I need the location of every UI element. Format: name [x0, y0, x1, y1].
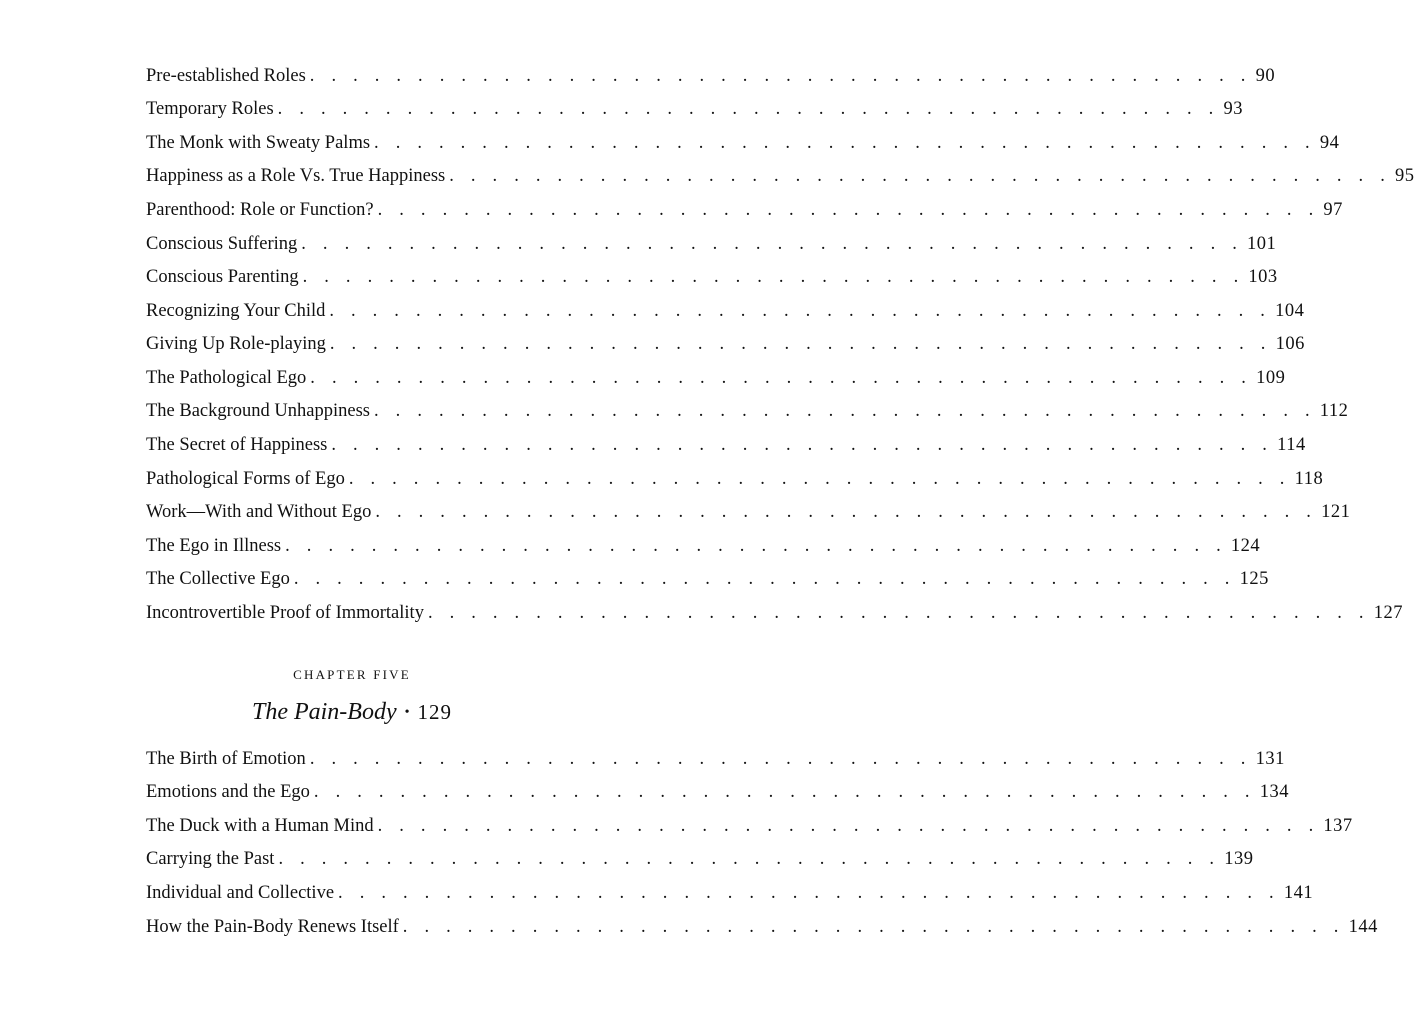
bullet-separator: • [404, 705, 410, 721]
toc-entry [146, 809, 1353, 843]
chapter-title: The Pain-Body [251, 699, 397, 725]
toc-leader-dots: . . . . . . . . . . . . . . . . . . . . . . . . . . . . . . . . . . . . . . . . . . . . [348, 468, 1291, 489]
toc-leader-dots: . . . . . . . . . . . . . . . . . . . . . . . . . . . . . . . . . . . . . . . . . . . . [377, 199, 1320, 220]
toc-entry [146, 496, 1351, 530]
toc-entry-page: 141 [1283, 882, 1314, 903]
toc-entry-title: Recognizing Your Child [146, 302, 329, 321]
toc-leader-dots: . . . . . . . . . . . . . . . . . . . . . . . . . . . . . . . . . . . . . . . . . . . . [331, 435, 1274, 456]
toc-entry-page: 94 [1319, 132, 1340, 153]
chapter-page: 129 [417, 700, 453, 724]
toc-entry-page: 97 [1323, 199, 1343, 220]
toc-leader-dots: . . . . . . . . . . . . . . . . . . . . . . . . . . . . . . . . . . . . . . . . . . . . [277, 99, 1220, 120]
toc-entry-title: Conscious Suffering [146, 235, 301, 254]
toc-entry-title: The Monk with Sweaty Palms [146, 134, 374, 153]
toc-leader-dots: . . . . . . . . . . . . . . . . . . . . . . . . . . . . . . . . . . . . . . . . . . . . [374, 401, 1316, 422]
toc-entry-title: Temporary Roles [146, 100, 278, 119]
toc-entry-page: 95 [1395, 166, 1415, 187]
toc-entry [146, 328, 1305, 362]
toc-entry-title: The Collective Ego [146, 570, 294, 589]
toc-leader-dots: . . . . . . . . . . . . . . . . . . . . . . . . . . . . . . . . . . . . . . . . . . . . [329, 300, 1272, 321]
toc-leader-dots: . . . . . . . . . . . . . . . . . . . . . . . . . . . . . . . . . . . . . . . . . . . . [449, 166, 1392, 187]
toc-entry [146, 563, 1269, 597]
toc-entry-title: The Background Unhappiness [146, 402, 374, 421]
toc-entry [146, 160, 1415, 194]
toc-leader-dots: . . . . . . . . . . . . . . . . . . . . . . . . . . . . . . . . . . . . . . . . . . . . [374, 132, 1316, 153]
toc-entry [146, 126, 1340, 160]
toc-entry-title: Parenthood: Role or Function? [146, 201, 378, 220]
toc-entry-title: Incontrovertible Proof of Immortality [146, 604, 428, 623]
toc-entry-page: 104 [1275, 300, 1305, 321]
toc-leader-dots: . . . . . . . . . . . . . . . . . . . . . . . . . . . . . . . . . . . . . . . . . . . . [329, 334, 1272, 355]
toc-entry [146, 529, 1261, 563]
toc-leader-dots: . . . . . . . . . . . . . . . . . . . . . . . . . . . . . . . . . . . . . . . . . . . . [377, 815, 1320, 836]
toc-entry-title: Emotions and the Ego [146, 783, 314, 802]
toc-entry [146, 294, 1305, 328]
toc-entry-title: Individual and Collective [146, 884, 338, 903]
toc-entry-page: 112 [1319, 401, 1349, 422]
toc-leader-dots: . . . . . . . . . . . . . . . . . . . . . . . . . . . . . . . . . . . . . . . . . . . . [338, 882, 1280, 903]
toc-entry [146, 910, 1378, 944]
toc-list-section-a [146, 59, 1415, 630]
toc-entry-page: 103 [1248, 267, 1278, 288]
toc-entry-title: The Pathological Ego [146, 369, 310, 388]
toc-entry [146, 361, 1286, 395]
toc-entry [146, 876, 1314, 910]
toc-entry-title: Happiness as a Role Vs. True Happiness [146, 167, 449, 186]
toc-entry-page: 106 [1275, 334, 1305, 355]
toc-entry-title: How the Pain-Body Renews Itself [146, 918, 403, 937]
toc-leader-dots: . . . . . . . . . . . . . . . . . . . . . . . . . . . . . . . . . . . . . . . . . . . . [285, 535, 1227, 556]
toc-leader-dots: . . . . . . . . . . . . . . . . . . . . . . . . . . . . . . . . . . . . . . . . . . . . [301, 233, 1244, 254]
toc-entry [146, 776, 1289, 810]
toc-entry [146, 59, 1276, 93]
toc-entry [146, 843, 1254, 877]
toc-entry-title: Pre-established Roles [146, 67, 310, 86]
toc-entry [146, 429, 1306, 463]
toc-leader-dots: . . . . . . . . . . . . . . . . . . . . . . . . . . . . . . . . . . . . . . . . . . . . [278, 849, 1221, 870]
toc-leader-dots: . . . . . . . . . . . . . . . . . . . . . . . . . . . . . . . . . . . . . . . . . . . . [402, 916, 1345, 937]
toc-entry-page: 90 [1255, 65, 1276, 86]
toc-entry-page: 134 [1259, 782, 1289, 803]
toc-leader-dots: . . . . . . . . . . . . . . . . . . . . . . . . . . . . . . . . . . . . . . . . . . . . [427, 603, 1370, 624]
toc-entry-title: The Duck with a Human Mind [146, 817, 378, 836]
toc-entry [146, 93, 1243, 127]
toc-entry-title: Carrying the Past [146, 850, 278, 869]
toc-entry-page: 125 [1239, 569, 1269, 590]
toc-entry-page: 127 [1373, 603, 1403, 624]
toc-entry [146, 193, 1343, 227]
toc-entry-page: 93 [1223, 99, 1243, 120]
chapter-heading [146, 699, 558, 726]
toc-entry [146, 462, 1324, 496]
toc-entry-page: 109 [1256, 367, 1286, 388]
toc-entry-title: The Secret of Happiness [146, 436, 331, 455]
toc-entry-page: 139 [1224, 849, 1254, 870]
toc-entry-page: 101 [1247, 233, 1277, 254]
toc-entry-page: 131 [1255, 748, 1285, 769]
toc-leader-dots: . . . . . . . . . . . . . . . . . . . . . . . . . . . . . . . . . . . . . . . . . . . . [309, 65, 1252, 86]
toc-list-section-b [146, 742, 1378, 944]
toc-entry [146, 395, 1349, 429]
chapter-label: CHAPTER FIVE [293, 667, 411, 682]
toc-leader-dots: . . . . . . . . . . . . . . . . . . . . . . . . . . . . . . . . . . . . . . . . . . . . [293, 569, 1236, 590]
toc-entry-page: 114 [1277, 435, 1306, 456]
toc-entry-title: The Ego in Illness [146, 537, 285, 556]
toc-entry [146, 742, 1285, 776]
toc-entry-page: 118 [1294, 468, 1324, 489]
toc-entry [146, 227, 1277, 261]
toc-leader-dots: . . . . . . . . . . . . . . . . . . . . . . . . . . . . . . . . . . . . . . . . . . . . [302, 267, 1245, 288]
toc-leader-dots: . . . . . . . . . . . . . . . . . . . . . . . . . . . . . . . . . . . . . . . . . . . . [375, 502, 1318, 523]
toc-entry [146, 261, 1278, 295]
toc-leader-dots: . . . . . . . . . . . . . . . . . . . . . . . . . . . . . . . . . . . . . . . . . . . . [310, 367, 1253, 388]
toc-entry-title: Conscious Parenting [146, 268, 303, 287]
toc-entry-page: 124 [1230, 535, 1261, 556]
toc-leader-dots: . . . . . . . . . . . . . . . . . . . . . . . . . . . . . . . . . . . . . . . . . . . . [309, 748, 1252, 769]
toc-entry-title: Giving Up Role-playing [146, 335, 330, 354]
toc-leader-dots: . . . . . . . . . . . . . . . . . . . . . . . . . . . . . . . . . . . . . . . . . . . . [313, 782, 1256, 803]
toc-entry-page: 121 [1321, 502, 1351, 523]
toc-entry-title: The Birth of Emotion [146, 750, 310, 769]
toc-entry-title: Pathological Forms of Ego [146, 470, 349, 489]
toc-entry-page: 137 [1323, 815, 1353, 836]
toc-entry-title: Work—With and Without Ego [146, 503, 375, 522]
toc-entry-page: 144 [1348, 916, 1378, 937]
toc-entry [146, 597, 1403, 631]
